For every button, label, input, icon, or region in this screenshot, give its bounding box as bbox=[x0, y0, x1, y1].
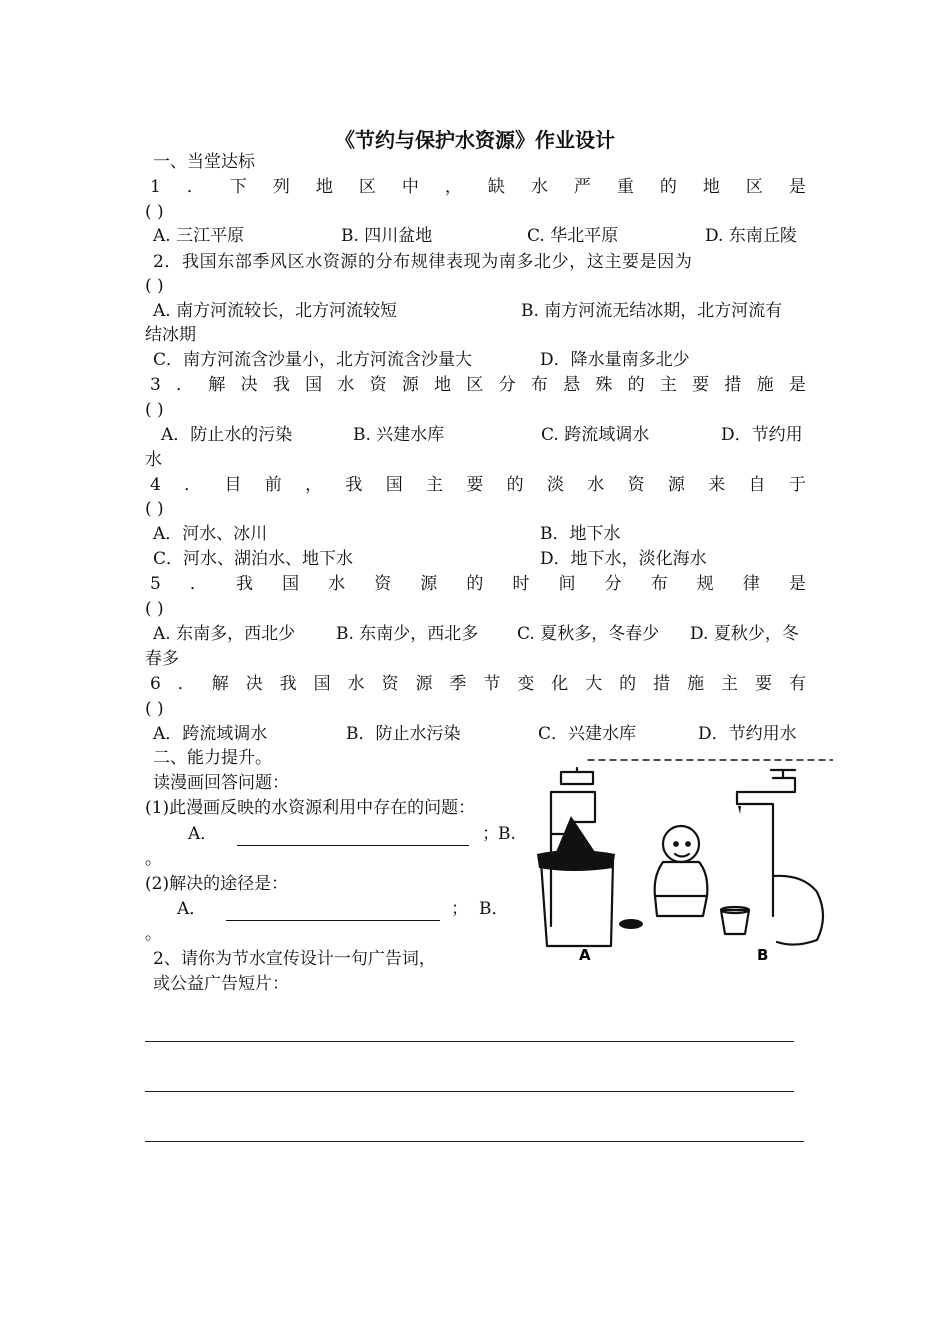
q5-option-d: D. 夏秋少，冬 bbox=[690, 624, 799, 644]
p2-question: (2)解决的途径是： bbox=[145, 874, 289, 894]
stem-char: 要 bbox=[692, 375, 710, 395]
stem-char: 措 bbox=[653, 674, 671, 694]
stem-char: 分 bbox=[498, 375, 516, 395]
p1-b-label: B. bbox=[498, 824, 516, 844]
stem-char: ． bbox=[189, 574, 207, 594]
q2-option-b: B. 南方河流无结冰期，北方河流有 bbox=[521, 301, 783, 321]
stem-char: 是 bbox=[788, 574, 806, 594]
q6-answer-bracket: ( ) bbox=[145, 699, 164, 719]
stem-char: 施 bbox=[756, 375, 774, 395]
stem-char: 间 bbox=[558, 574, 576, 594]
stem-char: 我 bbox=[235, 574, 253, 594]
puddle-b bbox=[773, 876, 823, 945]
section-heading-1: 一、当堂达标 bbox=[153, 152, 255, 172]
p1-a-label: A． bbox=[188, 824, 218, 844]
stem-char: 国 bbox=[385, 475, 403, 495]
q4-option-c: C．河水、湖泊水、地下水 bbox=[153, 549, 354, 569]
q5-option-a: A. 东南多，西北少 bbox=[153, 624, 296, 644]
q1-option-b: B. 四川盆地 bbox=[341, 226, 433, 246]
cartoon-label-b: B bbox=[757, 946, 769, 964]
stem-char: 主 bbox=[659, 375, 677, 395]
stem-char: 律 bbox=[742, 574, 760, 594]
stem-char: 施 bbox=[687, 674, 705, 694]
stem-char: 严 bbox=[573, 177, 591, 197]
q6-option-c: C．兴建水库 bbox=[538, 724, 637, 744]
stem-char: 解 bbox=[208, 375, 226, 395]
q1-option-d: D. 东南丘陵 bbox=[705, 226, 797, 246]
stem-char: 节 bbox=[483, 674, 501, 694]
stem-char: 决 bbox=[245, 674, 263, 694]
stem-char: 水 bbox=[530, 177, 548, 197]
q2-option-a: A. 南方河流较长，北方河流较短 bbox=[153, 301, 398, 321]
stem-char: 水 bbox=[328, 574, 346, 594]
stem-char: 要 bbox=[466, 475, 484, 495]
child-body bbox=[655, 862, 708, 896]
cartoon-label-a: A bbox=[579, 946, 591, 964]
q4-stem bbox=[150, 473, 806, 497]
answer-line-3[interactable] bbox=[145, 1141, 804, 1142]
overflowing-water-a bbox=[537, 850, 615, 871]
stem-char: 重 bbox=[616, 177, 634, 197]
stem-char: 前 bbox=[264, 475, 282, 495]
p1-separator: ； bbox=[482, 824, 500, 844]
stem-char: 源 bbox=[667, 475, 685, 495]
stem-char: 中 bbox=[401, 177, 419, 197]
stem-char: 下 bbox=[229, 177, 247, 197]
q5-option-b: B. 东南少，西北多 bbox=[336, 624, 479, 644]
stem-char: 布 bbox=[530, 375, 548, 395]
stem-char: ． bbox=[176, 375, 194, 395]
q3-answer-bracket: ( ) bbox=[145, 400, 164, 420]
stem-char: 来 bbox=[708, 475, 726, 495]
stem-char: 源 bbox=[420, 574, 438, 594]
q4-option-a: A．河水、冰川 bbox=[153, 524, 268, 544]
drip-b bbox=[738, 806, 741, 814]
stem-char: 是 bbox=[788, 177, 806, 197]
stem-char: 国 bbox=[305, 375, 323, 395]
q3-option-a: A．防止水的污染 bbox=[161, 425, 293, 445]
stem-char: 要 bbox=[754, 674, 772, 694]
stem-char: 悬 bbox=[563, 375, 581, 395]
stem-char: 6 bbox=[150, 674, 161, 694]
stem-char: 殊 bbox=[595, 375, 613, 395]
p2-a-answer-blank[interactable] bbox=[226, 902, 440, 921]
stem-char: 规 bbox=[696, 574, 714, 594]
stem-char: 主 bbox=[426, 475, 444, 495]
stem-char: 区 bbox=[358, 177, 376, 197]
q4-answer-bracket: ( ) bbox=[145, 499, 164, 519]
stem-char: 季 bbox=[449, 674, 467, 694]
stem-char: 国 bbox=[313, 674, 331, 694]
stem-char: 的 bbox=[466, 574, 484, 594]
stem-char: 5 bbox=[150, 574, 161, 594]
stem-char: ， bbox=[305, 475, 323, 495]
stem-char: 我 bbox=[345, 475, 363, 495]
p2-separator: ； bbox=[451, 899, 469, 919]
read-cartoon-instruction: 读漫画回答问题： bbox=[153, 773, 289, 793]
stem-char: 1 bbox=[150, 177, 161, 197]
q3-option-d-continued: 水 bbox=[145, 450, 162, 470]
q4-option-b: B．地下水 bbox=[540, 524, 621, 544]
q2-option-d: D．降水量南多北少 bbox=[540, 350, 690, 370]
stem-char: 时 bbox=[512, 574, 530, 594]
q2-stem: 2．我国东部季风区水资源的分布规律表现为南多北少，这主要是因为 bbox=[153, 252, 693, 272]
stem-char: 化 bbox=[551, 674, 569, 694]
ad-prompt-line-2: 或公益广告短片： bbox=[153, 974, 289, 994]
stem-char: ， bbox=[444, 177, 462, 197]
tap-a-handle bbox=[561, 772, 593, 784]
stem-char: 有 bbox=[788, 674, 806, 694]
p2-b-label: B． bbox=[479, 899, 509, 919]
stem-char: 布 bbox=[650, 574, 668, 594]
stem-char: 的 bbox=[619, 674, 637, 694]
q3-option-c: C. 跨流域调水 bbox=[541, 425, 650, 445]
stem-char: ． bbox=[184, 475, 202, 495]
q1-answer-bracket: ( ) bbox=[145, 202, 164, 222]
stem-char: 地 bbox=[702, 177, 720, 197]
q5-answer-bracket: ( ) bbox=[145, 599, 164, 619]
stem-char: 资 bbox=[369, 375, 387, 395]
q1-option-a: A. 三江平原 bbox=[153, 226, 245, 246]
q2-option-b-continued: 结冰期 bbox=[145, 325, 196, 345]
p1-end-mark: 。 bbox=[145, 849, 162, 869]
q6-option-a: A．跨流域调水 bbox=[153, 724, 268, 744]
p2-end-mark: 。 bbox=[145, 924, 162, 944]
water-waste-cartoon bbox=[533, 756, 833, 966]
stem-char: 国 bbox=[282, 574, 300, 594]
stem-char: 我 bbox=[272, 375, 290, 395]
stem-char: 分 bbox=[604, 574, 622, 594]
stem-char: 区 bbox=[466, 375, 484, 395]
q6-stem bbox=[150, 672, 806, 696]
stem-char: 措 bbox=[724, 375, 742, 395]
stem-char: 地 bbox=[315, 177, 333, 197]
q3-stem bbox=[150, 373, 806, 397]
pipe-b bbox=[737, 792, 773, 916]
section-heading-2: 二、能力提升。 bbox=[153, 748, 272, 768]
stem-char: 区 bbox=[745, 177, 763, 197]
stem-char: ． bbox=[186, 177, 204, 197]
stem-char: 淡 bbox=[546, 475, 564, 495]
ad-prompt-line-1: 2、请你为节水宣传设计一句广告词， bbox=[153, 949, 436, 969]
stem-char: 是 bbox=[788, 375, 806, 395]
stem-char: 地 bbox=[434, 375, 452, 395]
puddle-a bbox=[619, 919, 643, 929]
q1-stem bbox=[150, 175, 806, 199]
q3-option-b: B. 兴建水库 bbox=[353, 425, 445, 445]
stem-char: 解 bbox=[211, 674, 229, 694]
p2-a-label: A． bbox=[177, 899, 207, 919]
stem-char: 变 bbox=[517, 674, 535, 694]
stem-char: 源 bbox=[415, 674, 433, 694]
p2-answer-a-row bbox=[177, 897, 468, 921]
q1-option-c: C. 华北平原 bbox=[527, 226, 619, 246]
q2-option-c: C．南方河流含沙量小，北方河流含沙量大 bbox=[153, 350, 473, 370]
stem-char: 资 bbox=[627, 475, 645, 495]
stem-char: 自 bbox=[748, 475, 766, 495]
stem-char: 列 bbox=[272, 177, 290, 197]
page-title: 《节约与保护水资源》作业设计 bbox=[335, 128, 615, 152]
q3-option-d: D．节约用 bbox=[721, 425, 803, 445]
stem-char: 缺 bbox=[487, 177, 505, 197]
stem-char: 资 bbox=[381, 674, 399, 694]
stem-char: 于 bbox=[788, 475, 806, 495]
stem-char: 水 bbox=[347, 674, 365, 694]
q4-option-d: D．地下水，淡化海水 bbox=[540, 549, 707, 569]
stem-char: 决 bbox=[240, 375, 258, 395]
stem-char: 水 bbox=[337, 375, 355, 395]
stem-char: 我 bbox=[279, 674, 297, 694]
stem-char: 源 bbox=[401, 375, 419, 395]
p1-answer-a-row bbox=[188, 822, 499, 846]
stem-char: 的 bbox=[659, 177, 677, 197]
q6-option-d: D．节约用水 bbox=[698, 724, 797, 744]
stem-char: 大 bbox=[585, 674, 603, 694]
stem-char: 的 bbox=[627, 375, 645, 395]
p1-a-answer-blank[interactable] bbox=[237, 827, 469, 846]
stem-char: 资 bbox=[374, 574, 392, 594]
stem-char: 主 bbox=[721, 674, 739, 694]
answer-line-2[interactable] bbox=[145, 1091, 794, 1092]
stem-char: 3 bbox=[150, 375, 161, 395]
stem-char: 水 bbox=[587, 475, 605, 495]
q5-stem bbox=[150, 572, 806, 596]
stem-char: 目 bbox=[224, 475, 242, 495]
q6-option-b: B．防止水污染 bbox=[346, 724, 461, 744]
p1-question: (1)此漫画反映的水资源利用中存在的问题： bbox=[145, 798, 476, 818]
stem-char: ． bbox=[177, 674, 195, 694]
stem-char: 的 bbox=[506, 475, 524, 495]
q5-option-c: C. 夏秋多，冬春少 bbox=[517, 624, 660, 644]
q2-answer-bracket: ( ) bbox=[145, 276, 164, 296]
answer-line-1[interactable] bbox=[145, 1041, 794, 1042]
stem-char: 4 bbox=[150, 475, 161, 495]
q5-option-d-continued: 春多 bbox=[145, 649, 179, 669]
